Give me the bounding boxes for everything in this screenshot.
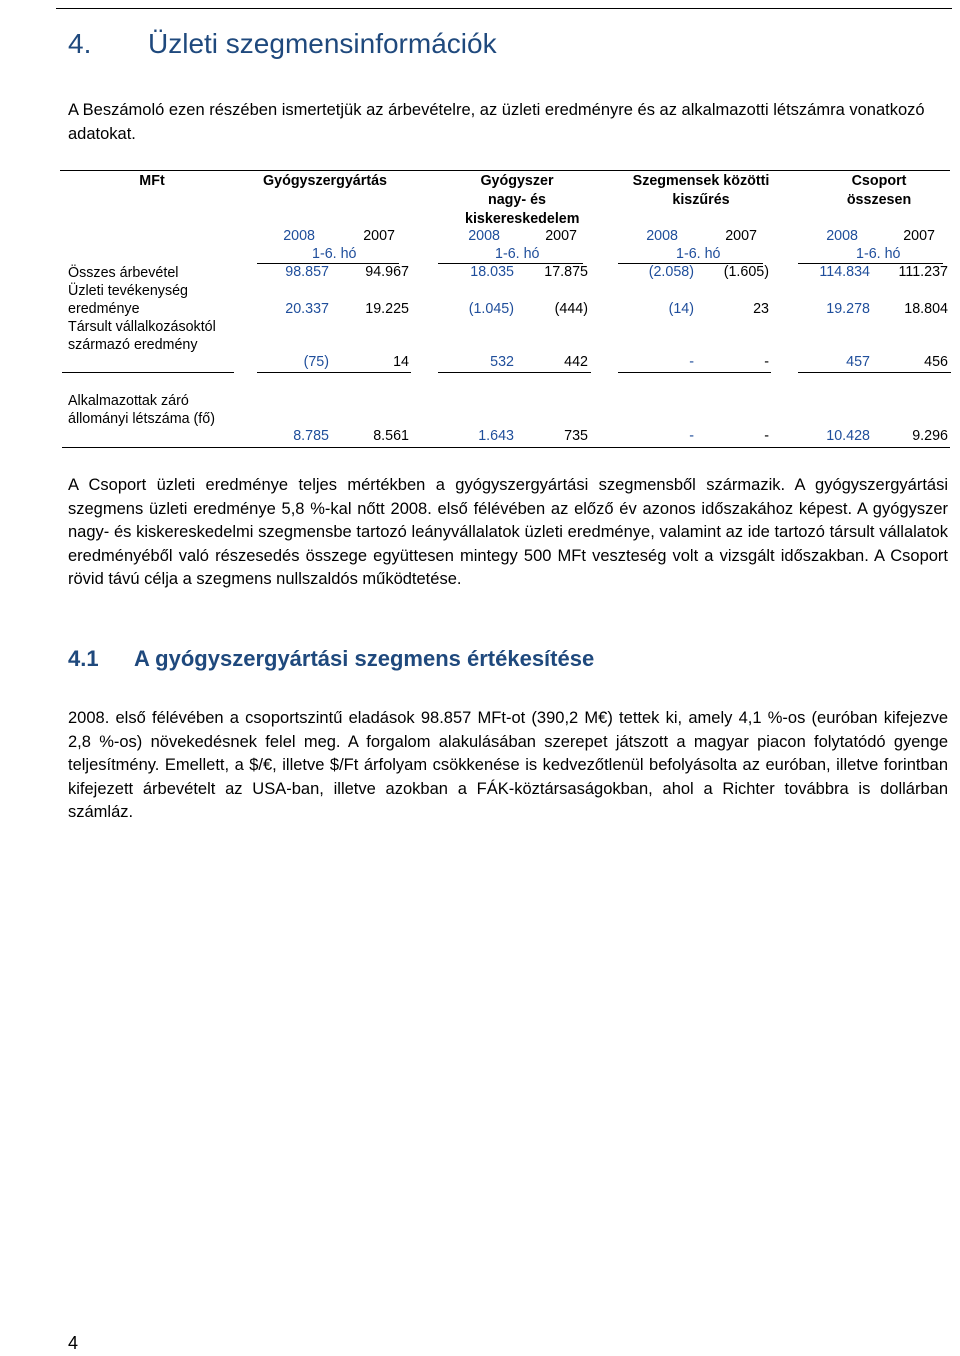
subsection-title: A gyógyszergyártási szegmens értékesítése xyxy=(134,646,595,671)
row-label-headcount: Alkalmazottak záró állományi létszáma (fő) xyxy=(68,393,215,427)
cell: - xyxy=(689,428,694,444)
row-label-associates-result: Társult vállalkozásoktól származó eredmény xyxy=(68,319,216,353)
row-label-revenue: Összes árbevétel xyxy=(68,265,179,281)
cell: 457 xyxy=(846,354,870,370)
row3-underline-g2 xyxy=(438,372,591,373)
cell: 18.804 xyxy=(904,301,948,317)
intro-paragraph: A Beszámoló ezen részében ismertetjük az árbevételre, az üzleti eredményre és az alkalmazotti létszámra vonatkozó adatokat. xyxy=(68,101,925,143)
cell: 18.035 xyxy=(470,264,514,280)
row3-underline-g3 xyxy=(618,372,771,373)
cell: 19.225 xyxy=(365,301,409,317)
cell: 94.967 xyxy=(365,264,409,280)
segment-table xyxy=(0,0,960,450)
cell: (14) xyxy=(668,301,694,317)
subsection-heading xyxy=(68,646,594,672)
cell: 442 xyxy=(564,354,588,370)
paragraph-sales: 2008. első félévében a csoportszintű eladások 98.857 MFt-ot (390,2 M€) tettek ki, amely 4,1 %-os (euróban kifejezve 2,8 %-os) növekedésnek felel meg. A forgalom alakulásában szerepet játszott a magyar piacon folytatódó gyenge teljesítmény. Emellett, a $/€, illetve $/Ft árfolyam csökkenése is kedvezőtlenül befolyásolta az euróban, illetve forintban kifejezett árbevételt az USA-ban, illetve azokban a FÁK-köztársaságokban, ahol a Richter továbbra is dollárban számláz. xyxy=(68,709,948,821)
period-g1: 1-6. hó xyxy=(312,246,357,262)
page-number: 4 xyxy=(68,1333,79,1353)
cell: 1.643 xyxy=(478,428,514,444)
cell: 98.857 xyxy=(285,264,329,280)
paragraph-segment-result: A Csoport üzleti eredménye teljes mértékben a gyógyszergyártási szegmensből származik. A gyógyszergyártási szegmens üzleti eredménye 5,8 %-kal nőtt 2008. első félévében az előző év azonos időszakához képest. A gyógyszer nagy- és kiskereskedelmi szegmensbe tartozó leányvállalatok üzleti eredménye, valamint az ide tartozó társult vállalatok eredményéből való részesedés összege együttesen mintegy 500 MFt veszteség volt a vizsgált időszakban. A Csoport rövid távú célja a szegmens nullszaldós működtetése. xyxy=(68,476,948,588)
cell: 111.237 xyxy=(898,264,948,280)
year-2008-g2: 2008 xyxy=(468,228,500,244)
cell: - xyxy=(764,354,769,370)
group-header-elimination: Szegmensek közötti kiszűrés xyxy=(632,173,770,208)
period-g4: 1-6. hó xyxy=(856,246,901,262)
year-2008-g1: 2008 xyxy=(283,228,315,244)
cell: (1.045) xyxy=(468,301,514,317)
period-g2: 1-6. hó xyxy=(495,246,540,262)
group-header-wholesale-retail xyxy=(465,172,580,229)
table-bottom-rule xyxy=(62,447,950,448)
cell: - xyxy=(689,354,694,370)
cell: 8.561 xyxy=(373,428,409,444)
unit-label: MFt xyxy=(139,173,165,189)
cell: 17.875 xyxy=(544,264,588,280)
row3-underline-label xyxy=(62,372,234,373)
table-top-rule xyxy=(60,170,950,171)
year-2007-g3: 2007 xyxy=(725,228,757,244)
cell: (75) xyxy=(303,354,329,370)
cell: 9.296 xyxy=(912,428,948,444)
group-header-manufacturing: Gyógyszergyártás xyxy=(263,173,387,189)
cell: 735 xyxy=(564,428,588,444)
year-2007-g2: 2007 xyxy=(545,228,577,244)
subsection-number: 4.1 xyxy=(68,646,99,671)
period-g3: 1-6. hó xyxy=(676,246,721,262)
cell: 23 xyxy=(753,301,769,317)
year-2008-g3: 2008 xyxy=(646,228,678,244)
cell: (1.605) xyxy=(723,264,769,280)
year-2007-g1: 2007 xyxy=(363,228,395,244)
row3-underline-g1 xyxy=(257,372,411,373)
cell: 114.834 xyxy=(819,264,870,280)
year-2008-g4: 2008 xyxy=(826,228,858,244)
row3-underline-g4 xyxy=(798,372,951,373)
cell: 8.785 xyxy=(293,428,329,444)
group-header-group-total: Csoport összesen xyxy=(846,173,912,208)
cell: (444) xyxy=(554,301,588,317)
cell: 14 xyxy=(393,354,409,370)
cell: 456 xyxy=(924,354,948,370)
cell: 19.278 xyxy=(826,301,870,317)
section-number: 4. xyxy=(68,28,92,59)
row-label-operating-result: Üzleti tevékenység eredménye xyxy=(68,283,188,317)
cell: 20.337 xyxy=(285,301,329,317)
cell: 532 xyxy=(490,354,514,370)
section-title: Üzleti szegmensinformációk xyxy=(148,28,497,59)
cell: - xyxy=(764,428,769,444)
group-header-wholesale-retail-text: Gyógyszer nagy- és kiskereskedelem xyxy=(465,173,580,227)
cell: 10.428 xyxy=(826,428,870,444)
year-2007-g4: 2007 xyxy=(903,228,935,244)
cell: (2.058) xyxy=(648,264,694,280)
